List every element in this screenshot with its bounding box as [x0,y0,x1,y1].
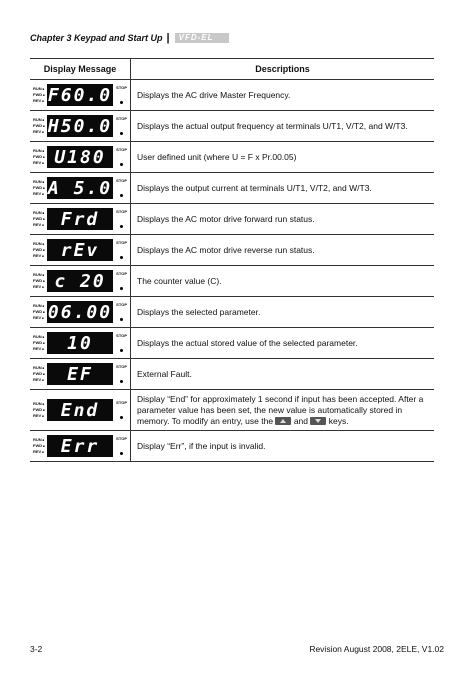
revision-info: Revision August 2008, 2ELE, V1.02 [309,644,444,654]
led-panel [33,363,127,385]
table-header-row [30,59,434,80]
description-text: Display “End” for approximately 1 second if input has been accepted. After a parameter value has been set, the new value is automatically stored in memory. To modify an entry, use the [137,393,424,426]
led-display: Frd [47,208,113,230]
indicator-dot [120,256,123,259]
status-indicators [33,210,47,228]
led-panel [33,332,127,354]
description-text: Display “Err”, if the input is invalid. [137,440,266,451]
stop-indicator: STOP [116,436,127,441]
fwd-indicator: FWD ■ [33,123,47,129]
description-text: and [293,415,308,426]
run-indicator: RUN ■ [33,86,47,92]
table-row [30,111,434,142]
indicator-dot [120,287,123,290]
description-cell [131,390,435,431]
description-cell [131,266,435,297]
brand-logo: VFD-EL [175,33,229,43]
fwd-indicator: FWD ■ [33,443,47,449]
rev-indicator: REV ■ [33,315,47,321]
led-panel [33,270,127,292]
display-message-table [30,58,434,462]
description-text: keys. [328,415,349,426]
header-separator: | [166,32,170,44]
led-display: H50.0 [47,115,113,137]
description-text: Displays the AC drive Master Frequency. [137,89,291,100]
led-panel [33,435,127,457]
fwd-indicator: FWD ■ [33,92,47,98]
led-display: 10 [47,332,113,354]
display-cell [30,297,131,328]
led-display: c 20 [47,270,113,292]
indicator-dot [120,452,123,455]
run-indicator: RUN ■ [33,241,47,247]
led-display: 06.00 [47,301,113,323]
display-cell [30,390,131,431]
indicator-dot [120,380,123,383]
status-indicators [33,437,47,455]
fwd-indicator: FWD ■ [33,309,47,315]
stop-indicator: STOP [116,178,127,183]
led-display: End [47,399,113,421]
col-header-descriptions: Descriptions [131,59,435,80]
description-cell [131,431,435,462]
led-display: rEv [47,239,113,261]
description-cell [131,204,435,235]
run-indicator: RUN ■ [33,117,47,123]
led-panel [33,301,127,323]
led-panel [33,146,127,168]
table-row [30,359,434,390]
stop-indicator: STOP [116,271,127,276]
indicator-dot [120,318,123,321]
indicator-dot [120,132,123,135]
status-indicators [33,241,47,259]
led-panel [33,177,127,199]
led-display: A 5.0 [47,177,113,199]
run-indicator: RUN ■ [33,334,47,340]
fwd-indicator: FWD ■ [33,407,47,413]
description-cell [131,142,435,173]
display-cell [30,235,131,266]
page-header [30,30,229,46]
status-indicators [33,365,47,383]
chapter-title: Chapter 3 Keypad and Start Up [30,33,163,43]
led-panel [33,115,127,137]
table-row [30,431,434,462]
display-cell [30,359,131,390]
description-text: Displays the selected parameter. [137,306,261,317]
led-display: EF [47,363,113,385]
fwd-indicator: FWD ■ [33,340,47,346]
rev-indicator: REV ■ [33,346,47,352]
description-text: External Fault. [137,368,192,379]
rev-indicator: REV ■ [33,129,47,135]
run-indicator: RUN ■ [33,148,47,154]
stop-indicator: STOP [116,302,127,307]
description-text: Displays the actual stored value of the selected parameter. [137,337,358,348]
status-indicators [33,334,47,352]
rev-indicator: REV ■ [33,160,47,166]
indicator-dot [120,225,123,228]
stop-indicator: STOP [116,147,127,152]
rev-indicator: REV ■ [33,191,47,197]
fwd-indicator: FWD ■ [33,216,47,222]
status-indicators [33,401,47,419]
description-text: Displays the actual output frequency at terminals U/T1, V/T2, and W/T3. [137,120,408,131]
run-indicator: RUN ■ [33,437,47,443]
indicator-dot [120,163,123,166]
table-row [30,297,434,328]
display-cell [30,204,131,235]
description-text: Displays the output current at terminals U/T1, V/T2, and W/T3. [137,182,372,193]
description-text: Displays the AC motor drive reverse run status. [137,244,315,255]
fwd-indicator: FWD ■ [33,154,47,160]
up-key-icon [275,417,291,425]
fwd-indicator: FWD ■ [33,247,47,253]
run-indicator: RUN ■ [33,179,47,185]
page-number: 3-2 [30,644,43,654]
display-cell [30,173,131,204]
display-cell [30,111,131,142]
stop-indicator: STOP [116,240,127,245]
description-cell [131,328,435,359]
indicator-dot [120,194,123,197]
display-cell [30,328,131,359]
display-cell [30,142,131,173]
led-panel [33,399,127,421]
description-cell [131,297,435,328]
description-text: Displays the AC motor drive forward run status. [137,213,315,224]
table-row [30,80,434,111]
fwd-indicator: FWD ■ [33,185,47,191]
status-indicators [33,303,47,321]
stop-indicator: STOP [116,209,127,214]
status-indicators [33,148,47,166]
led-display: Err [47,435,113,457]
rev-indicator: REV ■ [33,449,47,455]
stop-indicator: STOP [116,333,127,338]
description-cell [131,235,435,266]
stop-indicator: STOP [116,85,127,90]
table-row [30,235,434,266]
indicator-dot [120,101,123,104]
display-cell [30,266,131,297]
rev-indicator: REV ■ [33,284,47,290]
display-cell [30,80,131,111]
table-row [30,266,434,297]
description-cell [131,111,435,142]
rev-indicator: REV ■ [33,222,47,228]
col-header-display: Display Message [30,59,131,80]
led-panel [33,239,127,261]
description-cell [131,359,435,390]
led-display: F60.0 [47,84,113,106]
led-panel [33,84,127,106]
rev-indicator: REV ■ [33,413,47,419]
fwd-indicator: FWD ■ [33,278,47,284]
run-indicator: RUN ■ [33,210,47,216]
table-row [30,390,434,431]
status-indicators [33,179,47,197]
table-row [30,142,434,173]
status-indicators [33,272,47,290]
stop-indicator: STOP [116,364,127,369]
run-indicator: RUN ■ [33,272,47,278]
run-indicator: RUN ■ [33,303,47,309]
display-cell [30,431,131,462]
rev-indicator: REV ■ [33,377,47,383]
run-indicator: RUN ■ [33,401,47,407]
rev-indicator: REV ■ [33,98,47,104]
fwd-indicator: FWD ■ [33,371,47,377]
description-cell [131,80,435,111]
description-text: User defined unit (where U = F x Pr.00.05) [137,151,297,162]
stop-indicator: STOP [116,116,127,121]
down-key-icon [310,417,326,425]
indicator-dot [120,416,123,419]
rev-indicator: REV ■ [33,253,47,259]
table-row [30,173,434,204]
stop-indicator: STOP [116,400,127,405]
run-indicator: RUN ■ [33,365,47,371]
description-cell [131,173,435,204]
table-row [30,204,434,235]
description-text: The counter value (C). [137,275,222,286]
status-indicators [33,86,47,104]
table-row [30,328,434,359]
status-indicators [33,117,47,135]
led-display: U180 [47,146,113,168]
led-panel [33,208,127,230]
indicator-dot [120,349,123,352]
